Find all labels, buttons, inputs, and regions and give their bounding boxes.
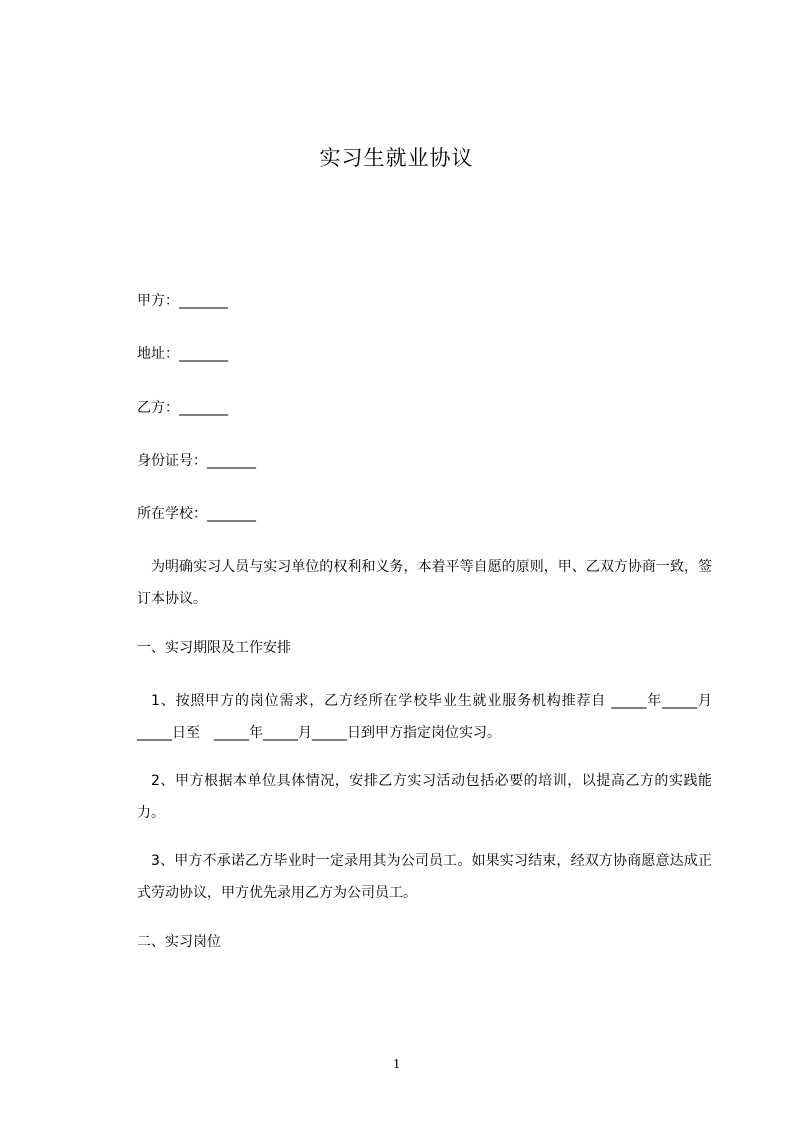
section-1-item-2: 2、甲方根据本单位具体情况，安排乙方实习活动包括必要的培训，以提高乙方的实践能力。 xyxy=(137,773,712,821)
intro-paragraph: 为明确实习人员与实习单位的权利和义务，本着平等自愿的原则，甲、乙双方协商一致，签订本协议。 xyxy=(137,559,712,607)
party-b-field: 乙方：_______ xyxy=(137,400,228,416)
address-field: 地址：_______ xyxy=(137,346,228,362)
school-field: 所在学校：_______ xyxy=(137,506,256,522)
page-number: 1 xyxy=(393,1057,400,1072)
section-1-item-1: 1、按照甲方的岗位需求，乙方经所在学校毕业生就业服务机构推荐自 _____年_____月_____日至 _____年_____月_____日到甲方指定岗位实习。 xyxy=(137,693,712,741)
section-1-heading: 一、实习期限及工作安排 xyxy=(137,640,291,656)
section-1-item-3: 3、甲方不承诺乙方毕业时一定录用其为公司员工。如果实习结束，经双方协商愿意达成正式劳动协议，甲方优先录用乙方为公司员工。 xyxy=(137,853,712,901)
id-number-field: 身份证号：_______ xyxy=(137,453,256,469)
document-title: 实习生就业协议 xyxy=(319,146,474,170)
section-2-heading: 二、实习岗位 xyxy=(137,934,221,950)
party-a-field: 甲方：_______ xyxy=(137,293,228,309)
